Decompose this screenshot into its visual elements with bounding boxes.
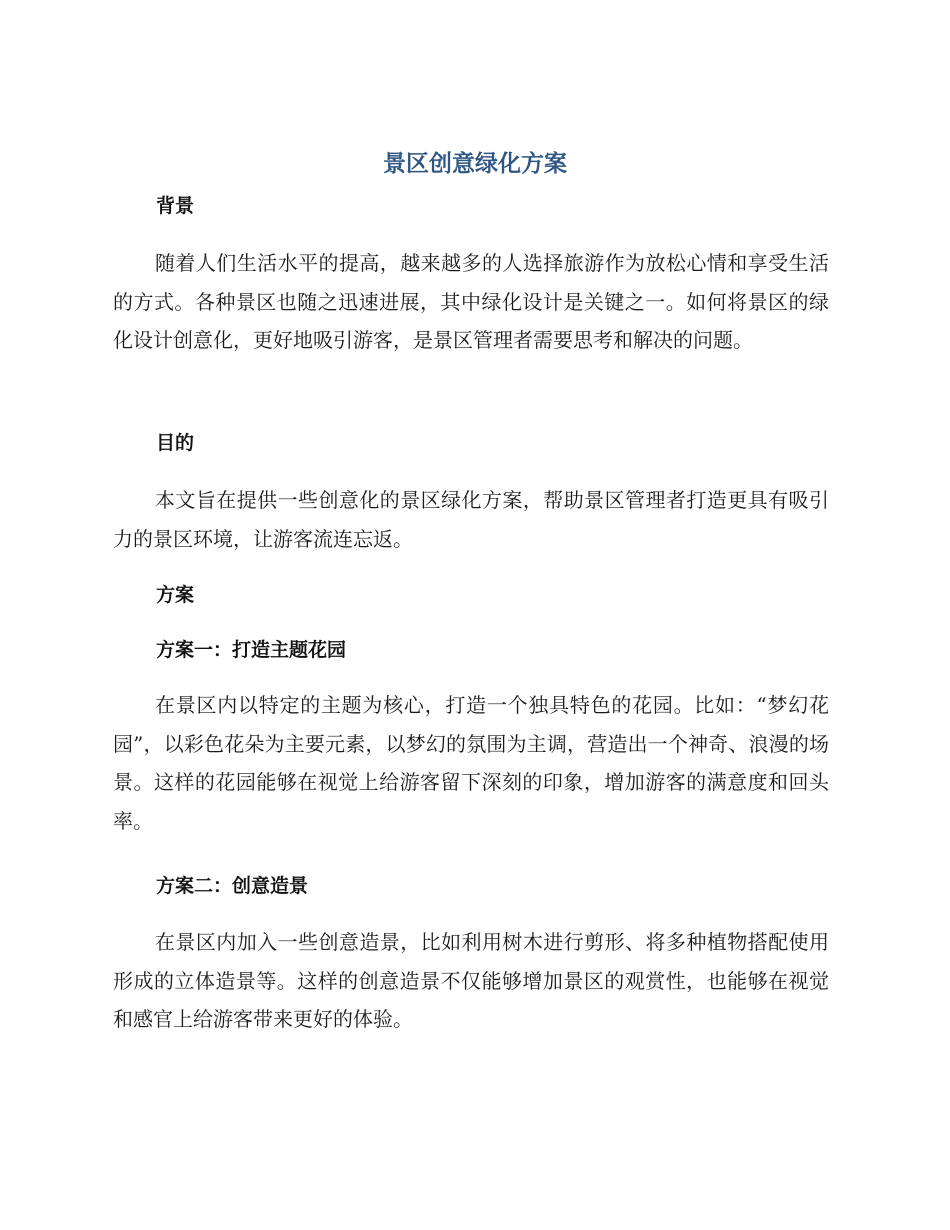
subsection-heading-plan-two: 方案二：创意造景: [156, 875, 309, 897]
paragraph-plan-one: 在景区内以特定的主题为核心，打造一个独具特色的花园。比如：“梦幻花园”，以彩色花朵为主要元素，以梦幻的氛围为主调，营造出一个神奇、浪漫的场景。这样的花园能够在视觉上给游客留下深刻的印象，增加游客的满意度和回头率。: [113, 693, 829, 833]
paragraph-plan-two: 在景区内加入一些创意造景，比如利用树木进行剪形、将多种植物搭配使用形成的立体造景等。这样的创意造景不仅能够增加景区的观赏性，也能够在视觉和感官上给游客带来更好的体验。: [113, 930, 829, 1031]
paragraph-background: 随着人们生活水平的提高，越来越多的人选择旅游作为放松心情和享受生活的方式。各种景区也随之迅速进展，其中绿化设计是关键之一。如何将景区的绿化设计创意化，更好地吸引游客，是景区管理者需要思考和解决的问题。: [113, 251, 829, 352]
paragraph-purpose: 本文旨在提供一些创意化的景区绿化方案，帮助景区管理者打造更具有吸引力的景区环境，让游客流连忘返。: [113, 488, 829, 551]
section-heading-plan: 方案: [156, 584, 195, 606]
document-title: 景区创意绿化方案: [383, 151, 567, 177]
subsection-heading-plan-one: 方案一：打造主题花园: [156, 639, 347, 661]
section-heading-purpose: 目的: [156, 432, 195, 454]
section-heading-background: 背景: [156, 195, 195, 217]
